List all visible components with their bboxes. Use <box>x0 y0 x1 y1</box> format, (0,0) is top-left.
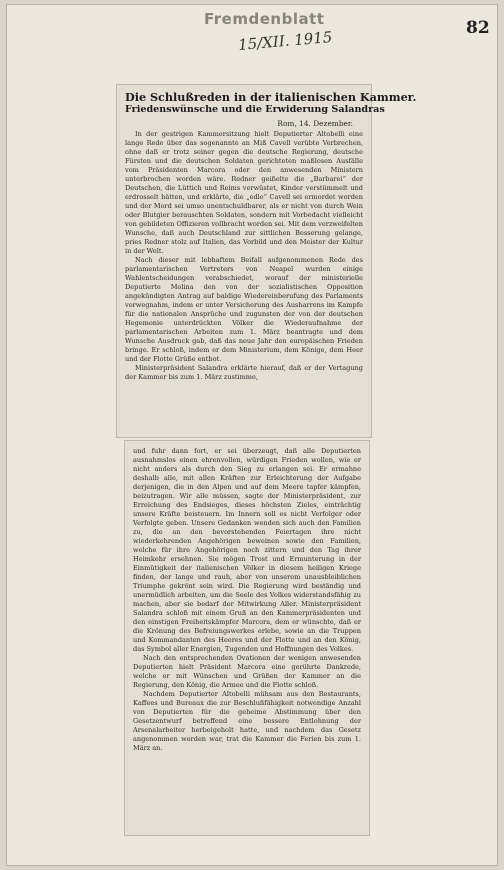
paragraph: In der gestrigen Kammersitzung hielt Deputierter Altobelli eine lange Rede über das sogenannte an Miß Cavell verübte Verbrechen, ohne daß er trotz seiner gegen die deutsche Regierung, deutsche Fürsten und die deutschen Soldaten gerichteten maßlosen Ausfälle vom Präsidenten Marcora oder den anwesenden Ministern unterbrochen worden wäre. Redner geißelte die „Barbarei“ der Deutschen, die Lüttich und Reims verwüstet, Kinder verstümmelt und erdrosselt hätten, und erklärte, die „edle“ Cavell sei ermordet worden und der Mord sei umso unentschuldbarer, als er nicht von durch Wein oder Blutgier berauschten Soldaten, sondern mit Vorbedacht vielleicht von gebildeten Offizieren vollbracht worden sei. Mit dem verzweifelten Wunsche, daß auch Deutschland zur sittlichen Besserung gelange, pries Redner stolz auf Italien, das Vorbild und den Meister der Kultur in der Welt. <box>125 130 363 255</box>
article-dateline: Rom, 14. Dezember. <box>277 119 353 128</box>
clipping-part-2 <box>124 440 370 836</box>
clipping-part-1 <box>116 84 417 438</box>
newspaper-stamp: Fremdenblatt <box>204 10 325 28</box>
handwritten-date: 15/XII. 1915 <box>237 27 333 55</box>
article-subhead: Friedenswünsche und die Erwiderung Salandras <box>125 104 385 115</box>
paragraph: Nach den entsprechenden Ovationen der wenigen anwesenden Deputierten hielt Präsident Marcora eine gerührte Dankrede, welche er mit Wünschen und Grüßen der Kammer an die Regierung, den König, die Armee und die Flotte schloß. <box>133 654 361 689</box>
paragraph: Ministerpräsident Salandra erklärte hierauf, daß er der Vertagung der Kammer bis zum 1. März zustimme, <box>125 364 363 381</box>
paragraph: Nachdem Deputierter Altobelli mühsam aus den Restaurants, Kaffees und Bureaux die zur Beschlußfähigkeit notwendige Anzahl von Deputierten für die geheime Abstimmung über den Gesetzentwurf betreffend eine bessere Entlohnung der Arsenalarbeiter herbeigeholt hatte, und nachdem das Gesetz angenommen worden war, trat die Kammer die Ferien bis zum 1. März an. <box>133 690 361 752</box>
article-headline: Die Schlußreden in der italienischen Kammer. <box>125 90 417 104</box>
paragraph: Nach dieser mit lebhaftem Beifall aufgenommenen Rede des parlamentarischen Vertreters von Neapel wurden einige Wahlentscheidungen verabschiedet, worauf der ministerielle Deputierte Molina den von der sozialistischen Opposition angekündigten Antrag auf baldige Wiedereinberufung des Parlaments vorwegnahm, indem er unter Versicherung des Ausharrens im Kampfe für die nationalen Ansprüche und zugunsten der von der deutschen Hegemonie unterdrückten Völker die Wiederaufnahme der parlamentarischen Arbeiten zum 1. März beantragte und dem Wunsche Ausdruck gab, daß das neue Jahr den europäischen Frieden bringe. Er schloß, indem er dem Ministerium, dem Könige, dem Heer und der Flotte Grüße entbot. <box>125 256 363 363</box>
paragraph: und fuhr dann fort, er sei überzeugt, daß alle Deputierten ausnahmslos einen ehrenvollen, würdigen Frieden wollen, wie er nicht anders als durch den Sieg zu erlangen sei. Er ermahne deshalb alle, mit allen Kräften zur Erleichterung der Aufgabe derjenigen, die in den Alpen und auf dem Meere tapfer kämpfen, beizutragen. Wir alle müssen, sagte der Ministerpräsident, zur Erreichung des Endsieges, dieses höchsten Zieles, einträchtig unsere Kräfte beisteuern. Im Innern soll es nicht Verfolger oder Verfolgte geben. Unsere Gedanken wenden sich auch den Familien zu, die an den bevorstehenden Feiertagen ihre nicht wiederkehrenden Angehörigen beweinen sowie den Familien, welche für ihre Angehörigen noch zittern und den Tag ihrer Heimkehr ersehnen. Sie mögen Trost und Ermunterung in der Einmütigkeit der italienischen Völker in diesem heiligen Kriege finden, der lange und rauh, aber von unserem unausbleiblichen Triumphe gekrönt sein wird. Die Regierung wird beständig und unermüdlich arbeiten, um die Seele des Volkes widerstandsfähig zu machen, aber sie bedarf der Mitwirkung Aller. Ministerpräsident Salandra schloß mit einem Gruß an den Kammerpräsidenten und den einstigen Freiheitskämpfer Marcora, dem er wünschte, daß er die Krönung des Befreiungswerkes erlebe, sowie an die Truppen und Kommandanten des Heeres und der Flotte und an den König, das Symbol aller Energien, Tugenden und Hoffnungen des Volkes. <box>133 447 361 653</box>
archive-sheet <box>6 4 498 866</box>
page-number: 82 <box>466 18 490 38</box>
